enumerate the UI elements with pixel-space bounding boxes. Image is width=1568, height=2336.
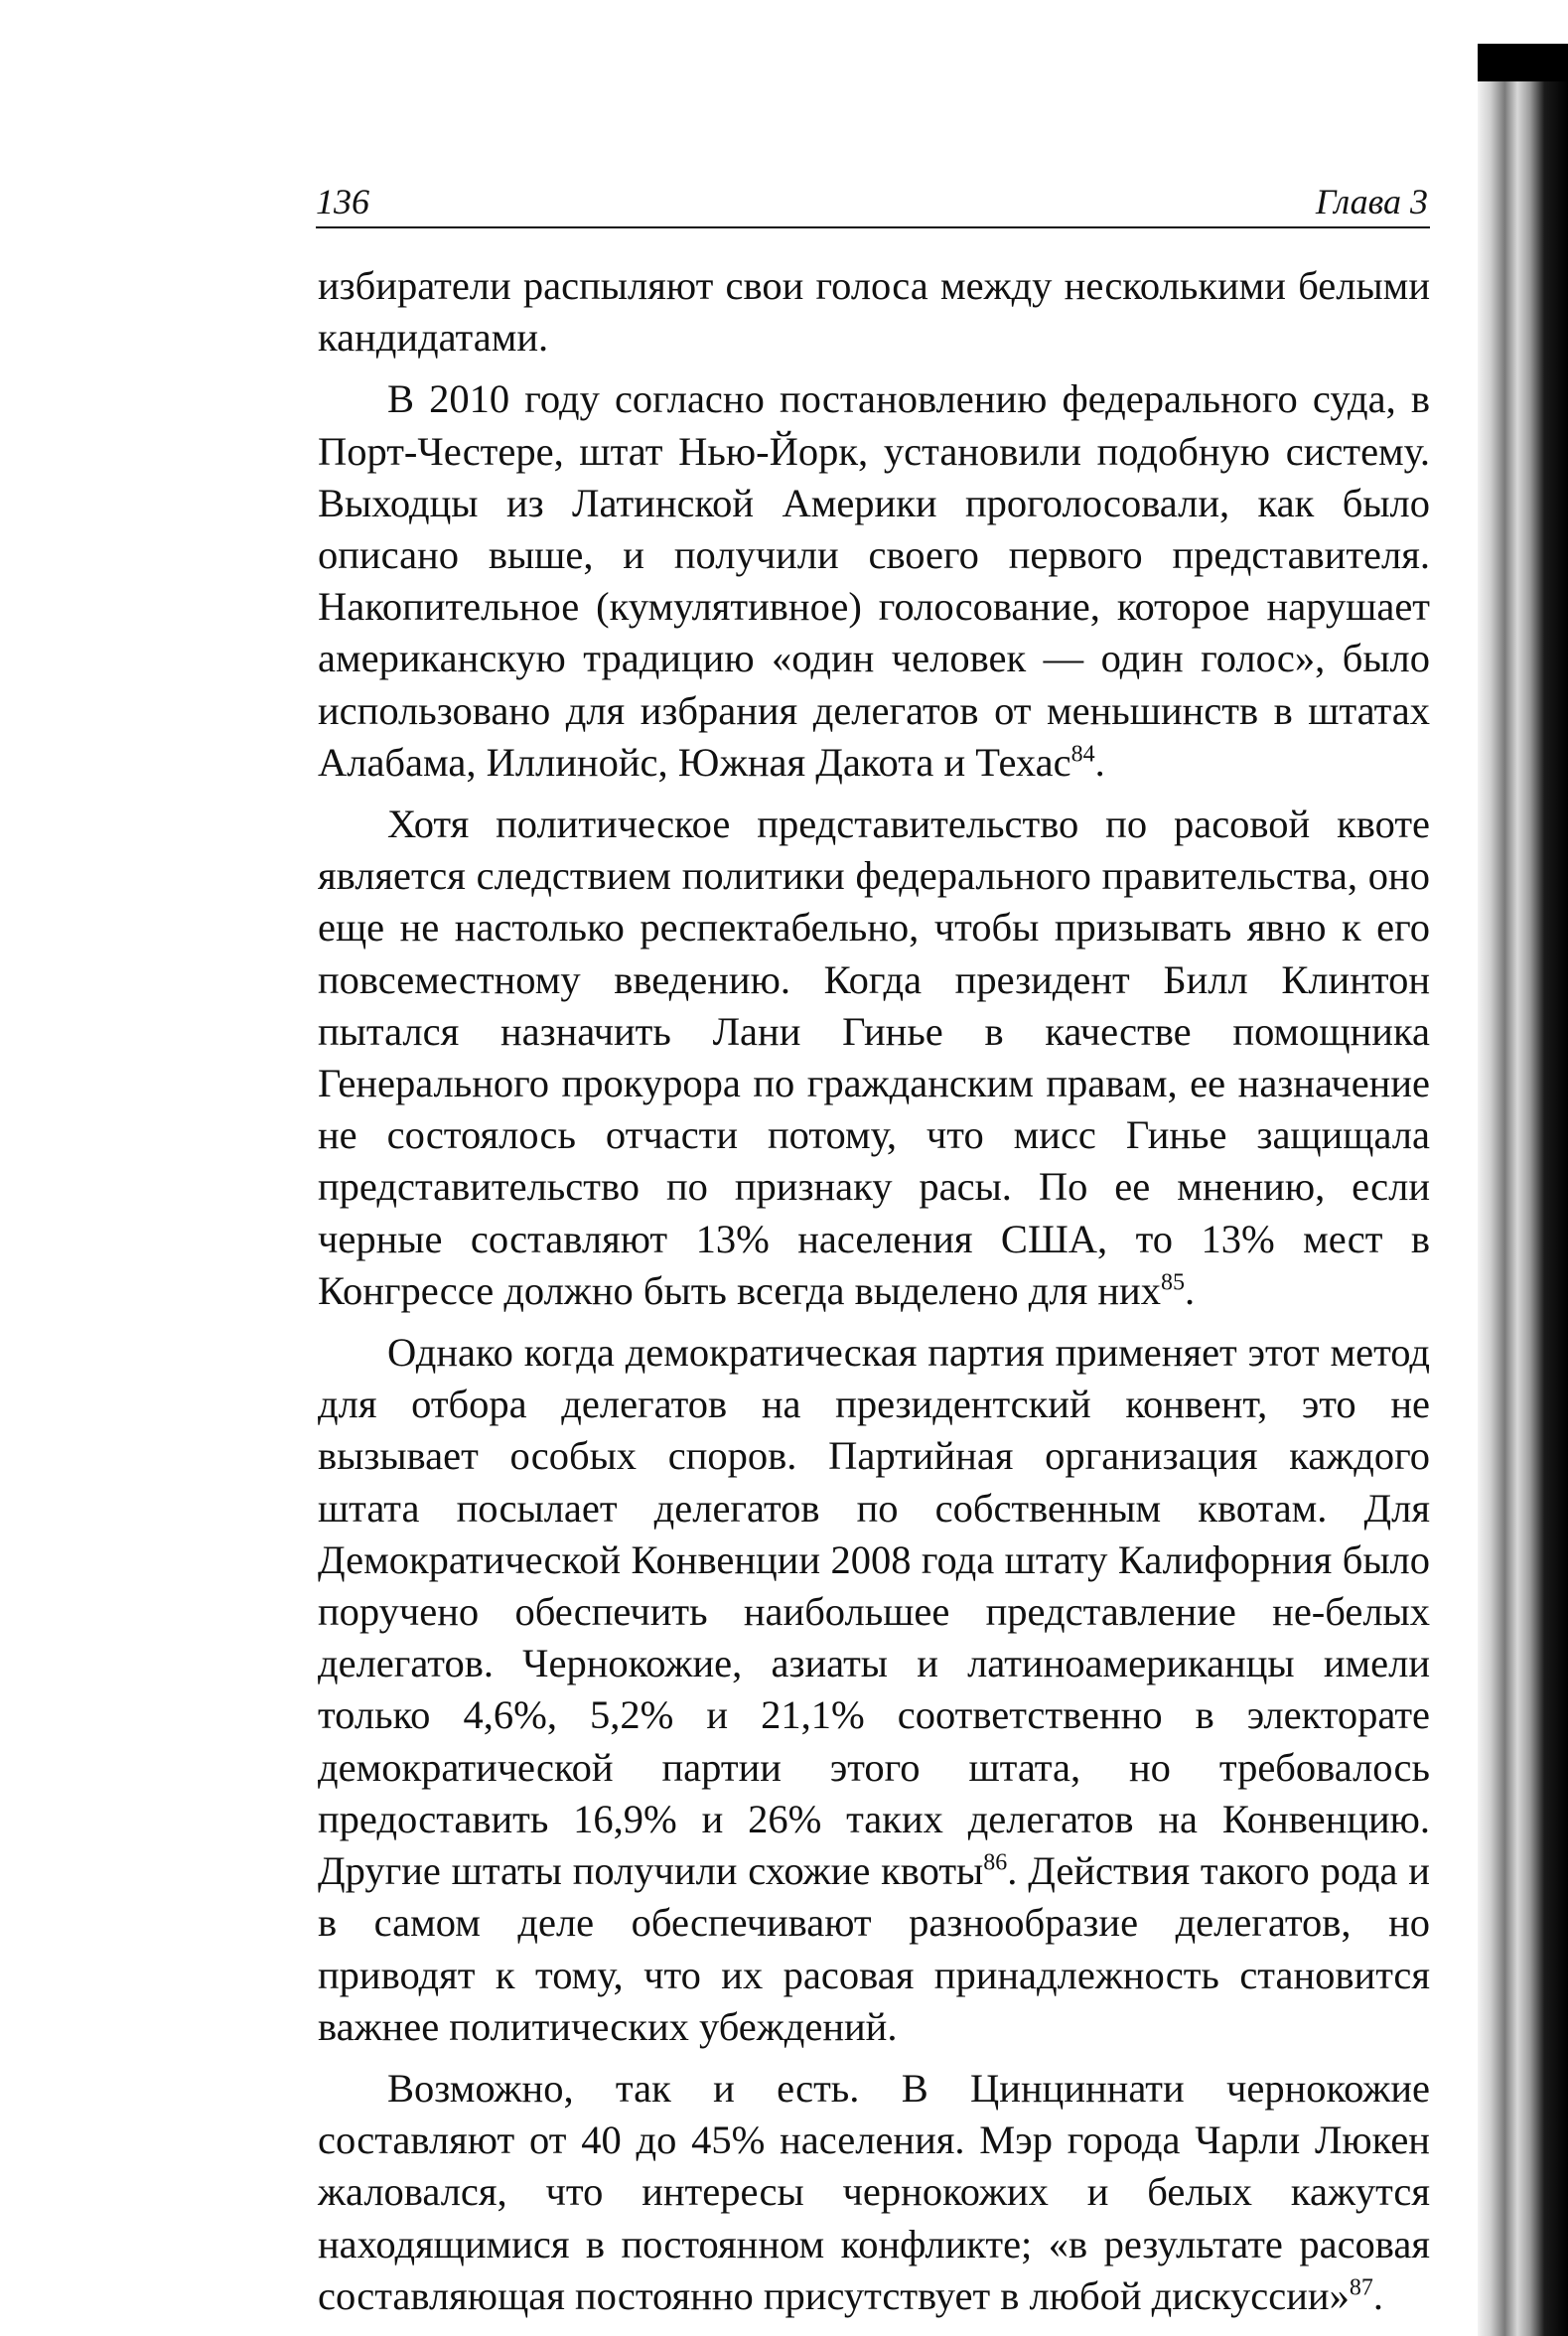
paragraph-text: Однако когда демократическая партия применяет этот метод для отбора делегатов на президентский конвент, это не вызывает особых споров. Партийная организация каждого штата посылает делегатов по собственным квотам. Для Демократической Конвенции 2008 года штату Калифорния было поручено обеспечить наибольшее представление не-белых делегатов. Чернокожие, азиаты и латиноамериканцы имели только 4,6%, 5,2% и 21,1% соответственно в электорате демократической партии этого штата, но требовалось предоставить 16,9% и 26% таких делегатов на Конвенцию. Другие штаты получили схожие квоты	[318, 1330, 1430, 1894]
paragraph-text: Возможно, так и есть. В Цинциннати чернокожие составляют от 40 до 45% населения. Мэр города Чарли Люкен жаловался, что интересы чернокожих и белых кажутся находящимися в постоянном конфликте; «в результате расовая составляющая постоянно присутствует в любой дискуссии»	[318, 2065, 1430, 2318]
running-head: Глава 3	[1315, 182, 1428, 221]
body-text	[318, 260, 1430, 2322]
book-spine-shadow	[1478, 44, 1568, 2336]
page-number: 136	[316, 182, 369, 221]
paragraph-tail: .	[1372, 2272, 1383, 2318]
paragraph-text: В 2010 году согласно постановлению федерального суда, в Порт-Честере, штат Нью-Йорк, установили подобную систему. Выходцы из Латинской Америки проголосовали, как было описано выше, и получили своего первого представителя. Накопительное (кумулятивное) голосование, которое нарушает американскую традицию «один человек — один голос», было использовано для избрания делегатов от меньшинств в штатах Алабама, Иллинойс, Южная Дакота и Техас	[318, 376, 1430, 785]
footnote-ref: 85	[1160, 1269, 1185, 1296]
paragraph-tail: .	[1094, 739, 1105, 785]
paragraph-tail: . Действия такого рода и в самом деле обеспечивают разнообразие делегатов, но приводят к тому, что их расовая принадлежность становится важнее политических убеждений.	[318, 1848, 1430, 2049]
paragraph-text: избиратели распыляют свои голоса между несколькими белыми кандидатами.	[318, 263, 1430, 361]
book-spine-top	[1478, 44, 1568, 81]
paragraph-5	[318, 2063, 1430, 2322]
footnote-ref: 87	[1349, 2274, 1373, 2301]
paragraph-2	[318, 373, 1430, 789]
footnote-ref: 84	[1070, 741, 1095, 768]
paragraph-4	[318, 1327, 1430, 2053]
footnote-ref: 86	[983, 1849, 1008, 1876]
paragraph-3	[318, 799, 1430, 1317]
paragraph-1	[318, 260, 1430, 364]
paragraph-text: Хотя политическое представительство по расовой квоте является следствием политики федерального правительства, оно еще не настолько респектабельно, чтобы призывать явно к его повсеместному введению. Когда президент Билл Клинтон пытался назначить Лани Гинье в качестве помощника Генерального прокурора по гражданским правам, ее назначение не состоялось отчасти потому, что мисс Гинье защищала представительство по признаку расы. По ее мнению, если черные составляют 13% населения США, то 13% мест в Конгрессе должно быть всегда выделено для них	[318, 802, 1430, 1313]
paragraph-tail: .	[1184, 1267, 1196, 1313]
page-header	[316, 177, 1430, 228]
